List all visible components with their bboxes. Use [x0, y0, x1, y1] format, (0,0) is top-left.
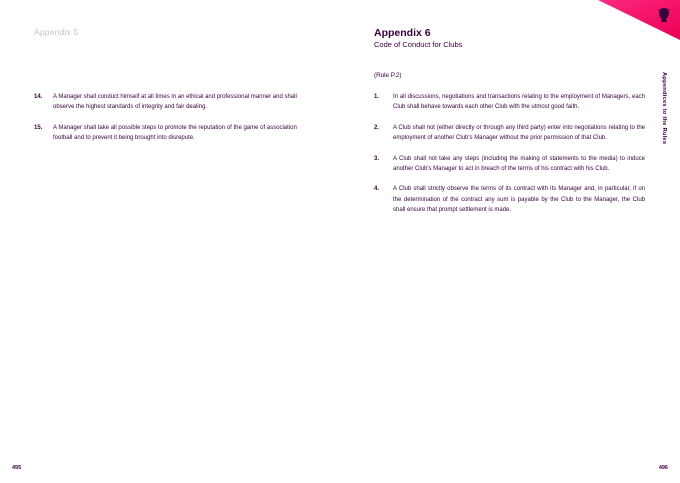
clause-item [374, 184, 645, 215]
clause-item [374, 154, 645, 175]
clause-item [374, 92, 645, 113]
clause-text: A Club shall strictly observe the terms of its contract with its Manager and, in particular, if on the determination of the contract any sum is payable by the Club to the Manager, the Club shall ensure that prompt settlement is made. [393, 186, 645, 214]
clause-text: A Manager shall conduct himself at all times in an ethical and professional manner and shall observe the highest standards of integrity and fair dealing. [53, 94, 297, 111]
clause-item [374, 123, 645, 144]
page-number: 496 [658, 465, 668, 471]
page-subtitle: Code of Conduct for Clubs [374, 40, 463, 49]
clause-number: 14. [34, 94, 43, 100]
clause-number: 3. [374, 155, 380, 162]
clause-item [34, 92, 306, 113]
right-page [340, 0, 680, 483]
section-side-label: Appendices to the Rules [661, 72, 667, 145]
corner-triangle [598, 0, 680, 40]
clause-text: A Manager shall take all possible steps to promote the reputation of the game of association football and to prevent it being brought into disrepute. [53, 124, 297, 142]
clause-number: 15. [34, 124, 43, 131]
clause-text: A Club shall not (either directly or through any third party) enter into negotiations relating to the employment of another Club's Manager without the prior permission of that Club. [393, 124, 645, 142]
clause-number: 2. [374, 124, 380, 131]
clause-text: A Club shall not take any steps (including the making of statements to the media) to induce another Club's Manager to act in breach of the terms of his contract with his Club. [393, 155, 645, 173]
clause-text: In all discussions, negotiations and transactions relating to the employment of Managers, each Club shall behave towards each other Club with the utmost good faith. [393, 94, 645, 111]
clause-number: 1. [374, 94, 380, 100]
running-head: Appendix 5 [34, 27, 79, 37]
page-title: Appendix 6 [374, 27, 431, 39]
clause-number: 4. [374, 186, 380, 193]
page-number: 495 [12, 465, 22, 471]
clause-item [34, 123, 306, 144]
corner-brand-graphic [598, 0, 680, 40]
left-clauses [34, 92, 306, 154]
rule-reference: (Rule P.2) [374, 72, 402, 79]
right-clauses [374, 92, 645, 226]
